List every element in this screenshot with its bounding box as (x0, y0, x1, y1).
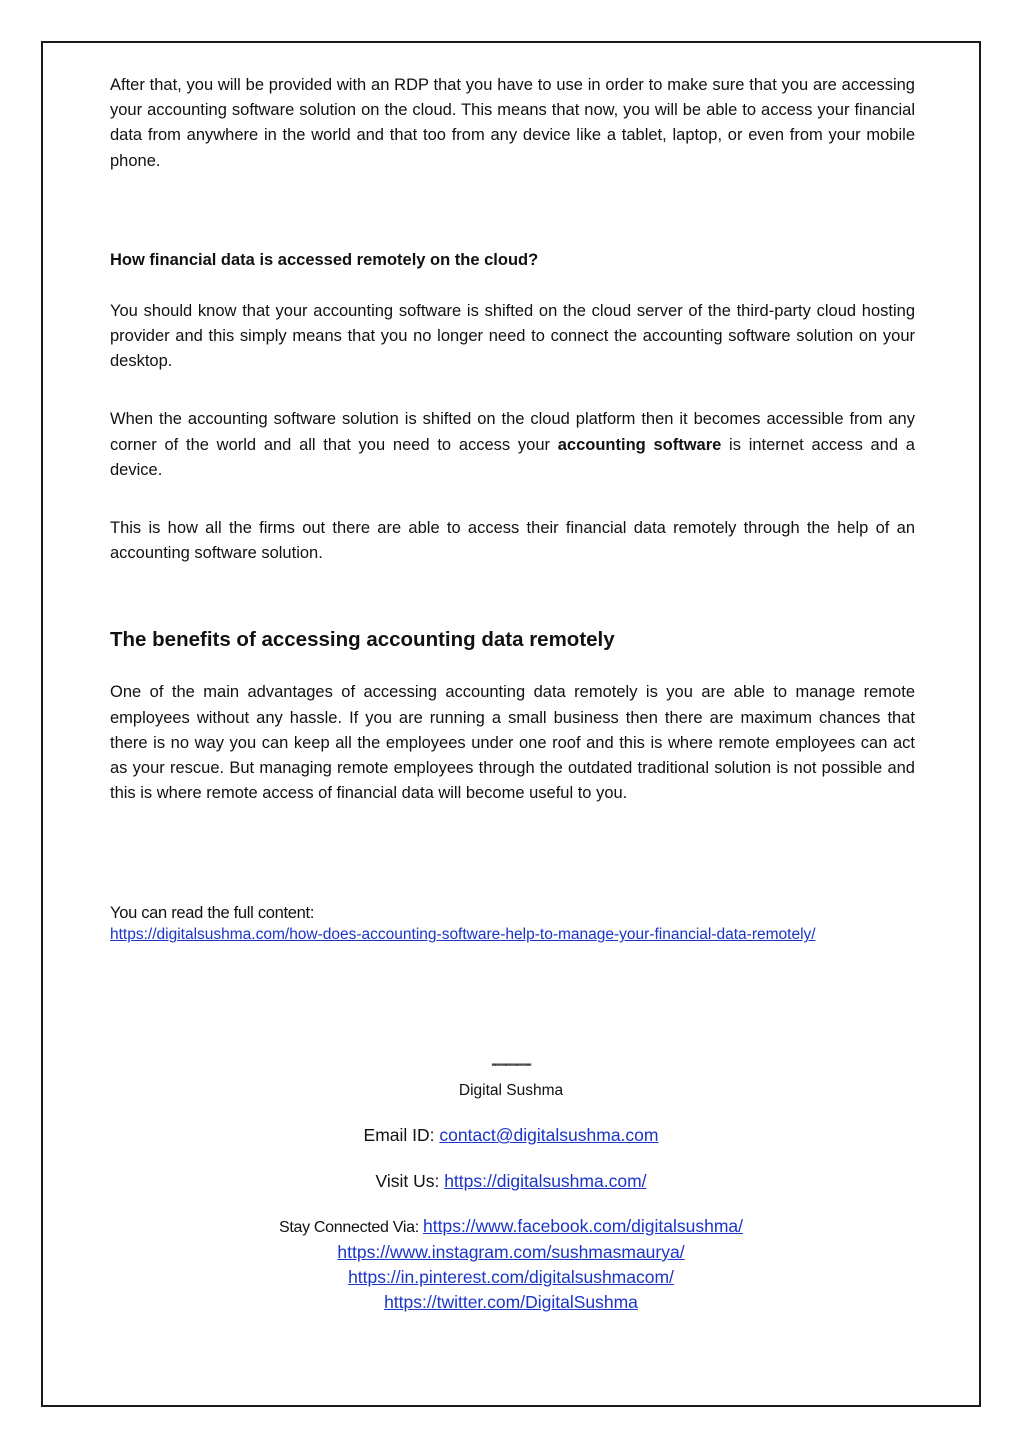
company-name: Digital Sushma (458, 1082, 564, 1099)
pinterest-line (41, 1265, 981, 1290)
paragraph-2-start: When the accounting software solution is shifted on the cloud platform then it becomes accessible from any corner of the world and all that you need to access your (110, 410, 915, 454)
twitter-link[interactable]: https://twitter.com/DigitalSushma (384, 1292, 638, 1312)
facebook-line (41, 1214, 981, 1240)
visit-label: Visit Us: (375, 1171, 445, 1191)
paragraph-2-end: is internet access and a device. (110, 435, 915, 479)
visit-line (41, 1169, 981, 1194)
read-more-block (110, 902, 915, 946)
email-line (41, 1123, 981, 1148)
remote-access-paragraph-1: You should know that your accounting software is shifted on the cloud server of the third-party cloud hosting provider and this simply means that you no longer need to connect the accounting software solution on your desktop. (110, 301, 915, 371)
benefits-paragraph: One of the main advantages of accessing accounting data remotely is you are able to manage remote employees without any hassle. If you are running a small business then there are maximum chances that there is no way you can keep all the employees under one roof and this is where remote employees can act as your rescue. But managing remote employees through the outdated traditional solution is not possible and this is where remote access of financial data will become useful to you. (110, 683, 915, 803)
social-links (41, 1214, 981, 1315)
remote-access-heading: How financial data is accessed remotely on the cloud? (110, 250, 539, 269)
accounting-software-keyword: accounting software (557, 435, 722, 454)
read-more-label: You can read the full content: (110, 904, 315, 923)
twitter-line (41, 1290, 981, 1315)
email-link[interactable]: contact@digitalsushma.com (439, 1125, 659, 1145)
pinterest-link[interactable]: https://in.pinterest.com/digitalsushmacom/ (348, 1267, 674, 1287)
remote-access-paragraph-3: This is how all the firms out there are able to access their financial data remotely through the help of an accounting software solution. (110, 519, 915, 563)
signature-mark: '''''''''''''''''''''''''''''''''''' (491, 1062, 531, 1074)
instagram-link[interactable]: https://www.instagram.com/sushmasmaurya/ (337, 1242, 685, 1262)
stay-connected-label: Stay Connected Via: (278, 1219, 423, 1236)
facebook-link[interactable]: https://www.facebook.com/digitalsushma/ (423, 1216, 744, 1236)
remote-access-paragraph-2 (110, 407, 915, 483)
intro-paragraph: After that, you will be provided with an RDP that you have to use in order to make sure that you are accessing your accounting software solution on the cloud. This means that now, you will be able to access your financial data from anywhere in the world and that too from any device like a tablet, laptop, or even from your mobile phone. (110, 76, 915, 170)
document-body (110, 73, 915, 946)
footer (41, 1062, 981, 1315)
full-content-link[interactable]: https://digitalsushma.com/how-does-accounting-software-help-to-manage-your-financial-data-remotely/ (110, 926, 816, 944)
benefits-heading: The benefits of accessing accounting data remotely (110, 628, 615, 652)
instagram-line (41, 1240, 981, 1265)
email-label: Email ID: (363, 1125, 440, 1145)
website-link[interactable]: https://digitalsushma.com/ (444, 1171, 647, 1191)
